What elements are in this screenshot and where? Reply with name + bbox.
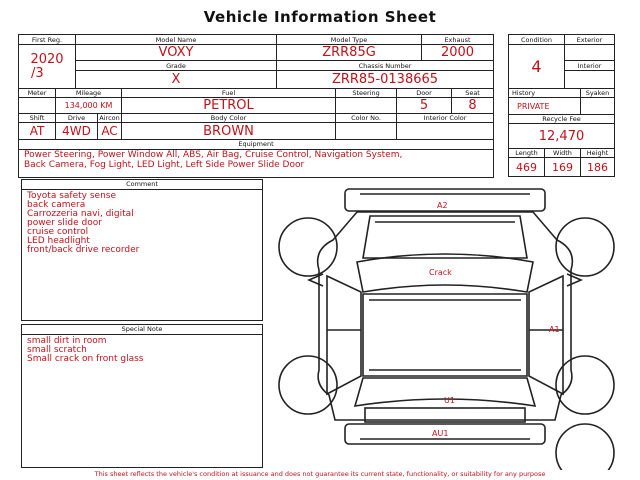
fuel-label: Fuel bbox=[122, 89, 336, 98]
exhaust-label: Exhaust bbox=[422, 35, 494, 45]
equipment-box bbox=[18, 139, 494, 178]
condition-label: Condition bbox=[509, 35, 565, 45]
grade-label: Grade bbox=[76, 61, 277, 71]
equipment-label: Equipment bbox=[19, 140, 493, 150]
left-side-panels bbox=[327, 276, 361, 394]
shift-label: Shift bbox=[19, 114, 56, 123]
meter-label: Meter bbox=[19, 89, 56, 98]
roof-outline bbox=[363, 294, 527, 376]
interior-label: Interior bbox=[565, 61, 615, 71]
equipment-line: Back Camera, Fog Light, LED Light, Left Side Power Slide Door bbox=[24, 159, 305, 170]
height-label: Height bbox=[581, 149, 615, 158]
equipment-text bbox=[24, 151, 402, 170]
fuel-value: PETROL bbox=[122, 98, 336, 114]
front-left-tire bbox=[279, 218, 337, 276]
special-note-text bbox=[27, 337, 144, 364]
seat-value: 8 bbox=[452, 98, 494, 114]
length-value: 469 bbox=[509, 158, 545, 177]
special-note-label: Special Note bbox=[22, 325, 262, 335]
syaken-label: Syaken bbox=[581, 89, 615, 98]
door-value: 5 bbox=[397, 98, 452, 114]
spare-tire bbox=[556, 424, 614, 470]
recycle-fee-value: 12,470 bbox=[509, 124, 615, 149]
comment-text bbox=[27, 192, 139, 255]
mark-a1: A1 bbox=[549, 325, 560, 334]
comment-line: Toyota safety sense bbox=[27, 191, 116, 201]
first-reg-month: /3 bbox=[31, 65, 44, 81]
length-label: Length bbox=[509, 149, 545, 158]
grade-value: X bbox=[76, 71, 277, 89]
model-name-label: Model Name bbox=[76, 35, 277, 45]
comment-line: back camera bbox=[27, 200, 86, 210]
special-note-box bbox=[21, 324, 263, 468]
first-reg-value bbox=[19, 45, 76, 89]
rear-right-tire bbox=[556, 356, 614, 414]
interior-color-label: Interior Color bbox=[397, 114, 494, 123]
comment-box bbox=[21, 179, 263, 321]
recycle-fee-label: Recycle Fee bbox=[509, 115, 615, 124]
mark-u1: U1 bbox=[444, 396, 455, 405]
width-label: Width bbox=[545, 149, 581, 158]
comment-label: Comment bbox=[22, 180, 262, 190]
mileage-value: 134,000 KM bbox=[56, 98, 122, 114]
disclaimer-footer: This sheet reflects the vehicle's condition at issuance and does not guarantee its current state, functionality, or suitability for any purpose bbox=[94, 470, 546, 478]
comment-line: front/back drive recorder bbox=[27, 245, 140, 255]
condition-score: 4 bbox=[509, 45, 565, 89]
front-right-tire bbox=[556, 218, 614, 276]
mileage-label: Mileage bbox=[56, 89, 122, 98]
width-value: 169 bbox=[545, 158, 581, 177]
body-outline bbox=[318, 212, 573, 420]
door-label: Door bbox=[397, 89, 452, 98]
special-note-line: small scratch bbox=[27, 345, 87, 355]
history-value: PRIVATE bbox=[509, 98, 581, 115]
aircon-value: AC bbox=[98, 123, 122, 140]
vehicle-info-table bbox=[18, 34, 494, 89]
exhaust-value: 2000 bbox=[422, 45, 494, 61]
shift-value: AT bbox=[19, 123, 56, 140]
seat-label: Seat bbox=[452, 89, 494, 98]
model-type-label: Model Type bbox=[277, 35, 422, 45]
history-label: History bbox=[509, 89, 581, 98]
mark-au1: AU1 bbox=[432, 429, 449, 438]
equipment-line: Power Steering, Power Window All, ABS, Air Bag, Cruise Control, Navigation System, bbox=[24, 150, 403, 160]
special-note-line: small dirt in room bbox=[27, 336, 107, 346]
model-type-value: ZRR85G bbox=[277, 45, 422, 61]
drive-label: Drive bbox=[56, 114, 98, 123]
vehicle-condition-diagram bbox=[265, 180, 625, 470]
first-reg-label: First Reg. bbox=[19, 35, 76, 45]
comment-line: power slide door bbox=[27, 218, 102, 228]
rear-left-tire bbox=[279, 356, 337, 414]
special-note-line: Small crack on front glass bbox=[27, 354, 144, 364]
condition-table bbox=[508, 34, 615, 89]
color-no-label: Color No. bbox=[336, 114, 397, 123]
history-table bbox=[508, 88, 615, 177]
body-color-value: BROWN bbox=[122, 123, 336, 140]
body-color-label: Body Color bbox=[122, 114, 336, 123]
first-reg-year: 2020 bbox=[30, 51, 64, 67]
steering-label: Steering bbox=[336, 89, 397, 98]
comment-line: Carrozzeria navi, digital bbox=[27, 209, 134, 219]
aircon-label: Aircon bbox=[99, 114, 120, 122]
comment-line: cruise control bbox=[27, 227, 89, 237]
chassis-label: Chassis Number bbox=[277, 61, 494, 71]
exterior-label: Exterior bbox=[565, 35, 615, 45]
model-name-value: VOXY bbox=[76, 45, 277, 61]
specs-table bbox=[18, 88, 494, 140]
mark-a2: A2 bbox=[437, 201, 448, 210]
chassis-value: ZRR85-0138665 bbox=[277, 71, 494, 89]
height-value: 186 bbox=[581, 158, 615, 177]
comment-line: LED headlight bbox=[27, 236, 90, 246]
drive-value: 4WD bbox=[56, 123, 98, 140]
sheet-title: Vehicle Information Sheet bbox=[203, 8, 437, 26]
mark-crack: Crack bbox=[429, 268, 452, 277]
